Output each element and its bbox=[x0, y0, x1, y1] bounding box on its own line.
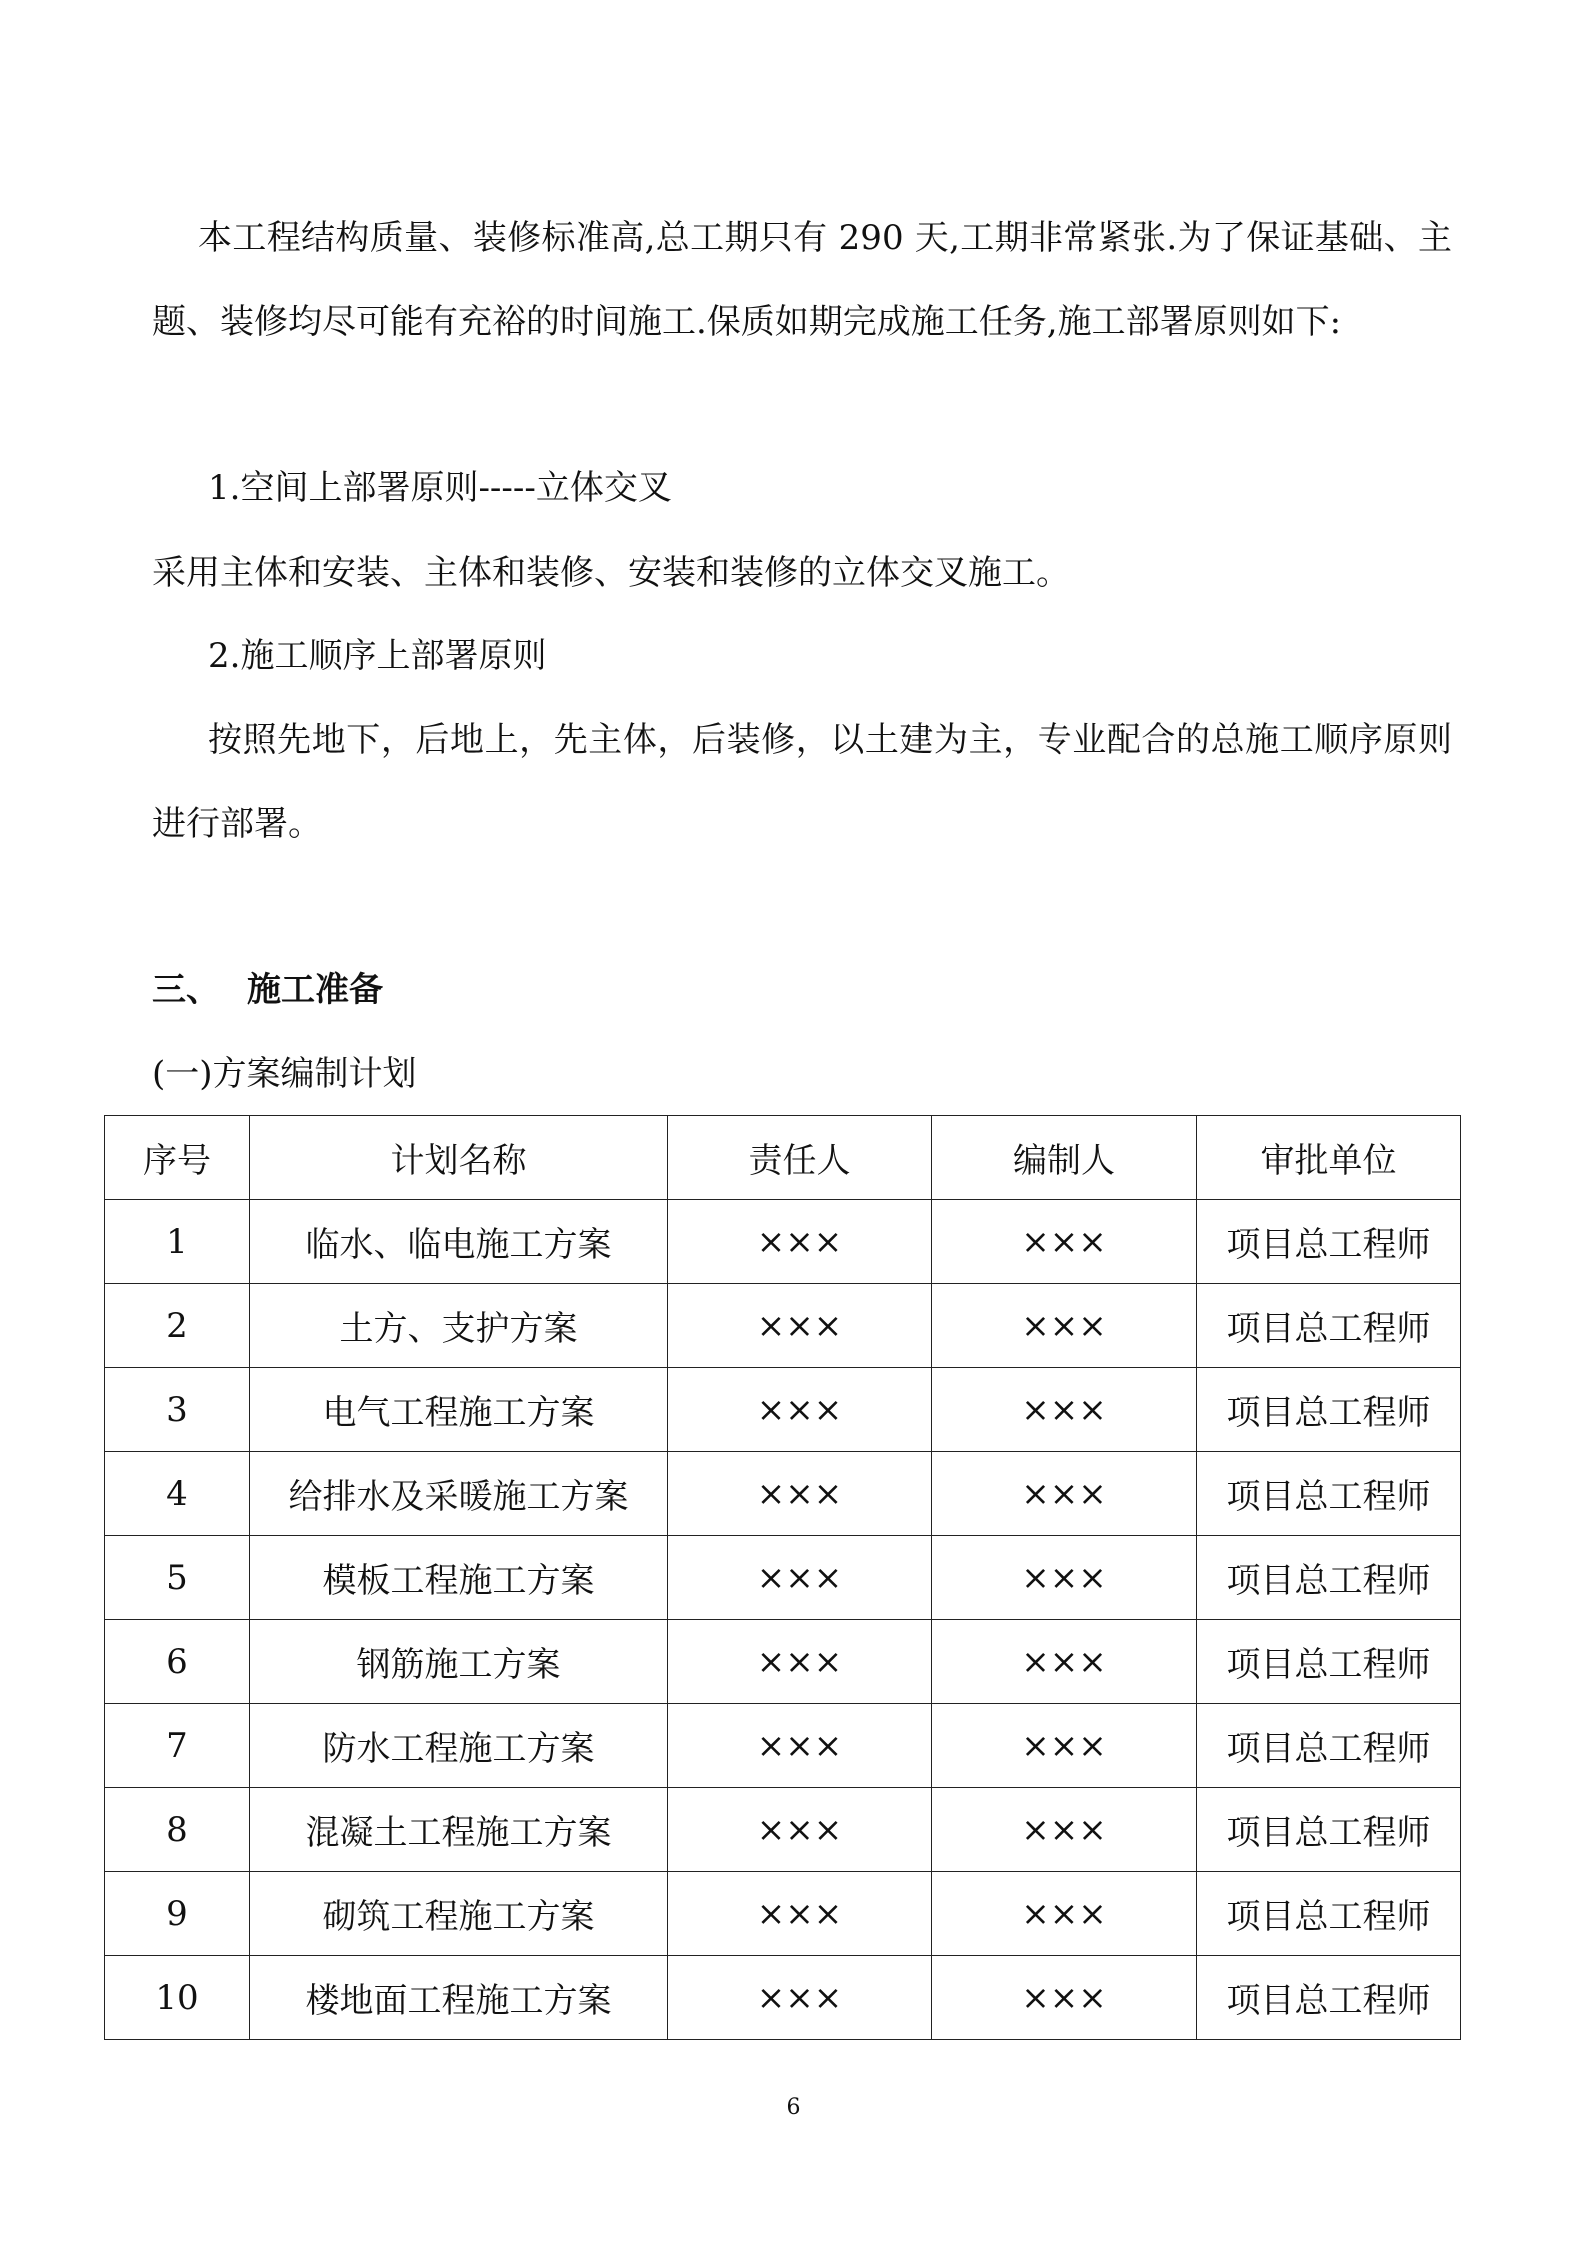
table-cell: 项目总工程师 bbox=[1197, 1788, 1461, 1872]
section-number: 三、 bbox=[152, 970, 220, 1010]
table-row bbox=[105, 1368, 1461, 1452]
table-cell: ××× bbox=[668, 1452, 932, 1536]
header-cell: 序号 bbox=[105, 1116, 250, 1200]
table-cell: ××× bbox=[932, 1704, 1197, 1788]
table-cell: 项目总工程师 bbox=[1197, 1536, 1461, 1620]
principle-2-paragraph: 按照先地下，后地上，先主体，后装修，以土建为主，专业配合的总施工顺序原则进行部署。 bbox=[152, 720, 1452, 844]
table-cell: 项目总工程师 bbox=[1197, 1956, 1461, 2040]
table-cell: ××× bbox=[932, 1872, 1197, 1956]
section-heading bbox=[152, 965, 383, 1015]
table-cell: 5 bbox=[105, 1536, 250, 1620]
table-row bbox=[105, 1200, 1461, 1284]
table-cell: ××× bbox=[668, 1788, 932, 1872]
table-cell: ××× bbox=[932, 1452, 1197, 1536]
plan-table bbox=[104, 1115, 1461, 2040]
table-cell: ××× bbox=[668, 1620, 932, 1704]
table-cell: ××× bbox=[932, 1788, 1197, 1872]
table-cell: 砌筑工程施工方案 bbox=[250, 1872, 668, 1956]
table-cell: ××× bbox=[932, 1284, 1197, 1368]
table-cell: ××× bbox=[668, 1704, 932, 1788]
table-cell: 楼地面工程施工方案 bbox=[250, 1956, 668, 2040]
table-row bbox=[105, 1704, 1461, 1788]
section-title: 施工准备 bbox=[247, 970, 383, 1010]
subsection-heading: (一)方案编制计划 bbox=[152, 1054, 417, 1094]
table-cell: ××× bbox=[932, 1368, 1197, 1452]
table-cell: 防水工程施工方案 bbox=[250, 1704, 668, 1788]
header-cell: 责任人 bbox=[668, 1116, 932, 1200]
table-row bbox=[105, 1788, 1461, 1872]
table-cell: 8 bbox=[105, 1788, 250, 1872]
table-cell: 4 bbox=[105, 1452, 250, 1536]
table-cell: ××× bbox=[932, 1956, 1197, 2040]
table-row bbox=[105, 1872, 1461, 1956]
table-header-row bbox=[105, 1116, 1461, 1200]
header-cell: 编制人 bbox=[932, 1116, 1197, 1200]
header-cell: 计划名称 bbox=[250, 1116, 668, 1200]
table-cell: 7 bbox=[105, 1704, 250, 1788]
table-cell: ××× bbox=[668, 1200, 932, 1284]
table-cell: ××× bbox=[668, 1368, 932, 1452]
table-cell: 模板工程施工方案 bbox=[250, 1536, 668, 1620]
table-row bbox=[105, 1452, 1461, 1536]
table-cell: 临水、临电施工方案 bbox=[250, 1200, 668, 1284]
table-cell: 电气工程施工方案 bbox=[250, 1368, 668, 1452]
table-row bbox=[105, 1536, 1461, 1620]
table-cell: 3 bbox=[105, 1368, 250, 1452]
principle-1-text: 采用主体和安装、主体和装修、安装和装修的立体交叉施工。 bbox=[152, 553, 1070, 593]
table-cell: ××× bbox=[668, 1956, 932, 2040]
table-cell: ××× bbox=[668, 1536, 932, 1620]
table-cell: ××× bbox=[668, 1872, 932, 1956]
principle-2-title: 2.施工顺序上部署原则 bbox=[208, 636, 547, 676]
table-cell: 1 bbox=[105, 1200, 250, 1284]
page-number: 6 bbox=[786, 2095, 801, 2120]
header-cell: 审批单位 bbox=[1197, 1116, 1461, 1200]
table-cell: ××× bbox=[932, 1536, 1197, 1620]
table-cell: 项目总工程师 bbox=[1197, 1872, 1461, 1956]
table-row bbox=[105, 1620, 1461, 1704]
table-cell: ××× bbox=[932, 1200, 1197, 1284]
table-cell: 项目总工程师 bbox=[1197, 1200, 1461, 1284]
table-row bbox=[105, 1284, 1461, 1368]
table-cell: 项目总工程师 bbox=[1197, 1284, 1461, 1368]
table-cell: 给排水及采暖施工方案 bbox=[250, 1452, 668, 1536]
table-cell: 2 bbox=[105, 1284, 250, 1368]
table-cell: ××× bbox=[932, 1620, 1197, 1704]
table-cell: 6 bbox=[105, 1620, 250, 1704]
intro-paragraph: 本工程结构质量、装修标准高,总工期只有 290 天,工期非常紧张.为了保证基础、主题、装修均尽可能有充裕的时间施工.保质如期完成施工任务,施工部署原则如下: bbox=[152, 218, 1452, 342]
table-cell: ××× bbox=[668, 1284, 932, 1368]
table-cell: 项目总工程师 bbox=[1197, 1368, 1461, 1452]
table-cell: 9 bbox=[105, 1872, 250, 1956]
table-cell: 土方、支护方案 bbox=[250, 1284, 668, 1368]
table-cell: 项目总工程师 bbox=[1197, 1452, 1461, 1536]
principle-1-title: 1.空间上部署原则-----立体交叉 bbox=[208, 468, 672, 508]
table-cell: 10 bbox=[105, 1956, 250, 2040]
table-cell: 项目总工程师 bbox=[1197, 1620, 1461, 1704]
table-cell: 钢筋施工方案 bbox=[250, 1620, 668, 1704]
table-cell: 项目总工程师 bbox=[1197, 1704, 1461, 1788]
table-row bbox=[105, 1956, 1461, 2040]
table-cell: 混凝土工程施工方案 bbox=[250, 1788, 668, 1872]
